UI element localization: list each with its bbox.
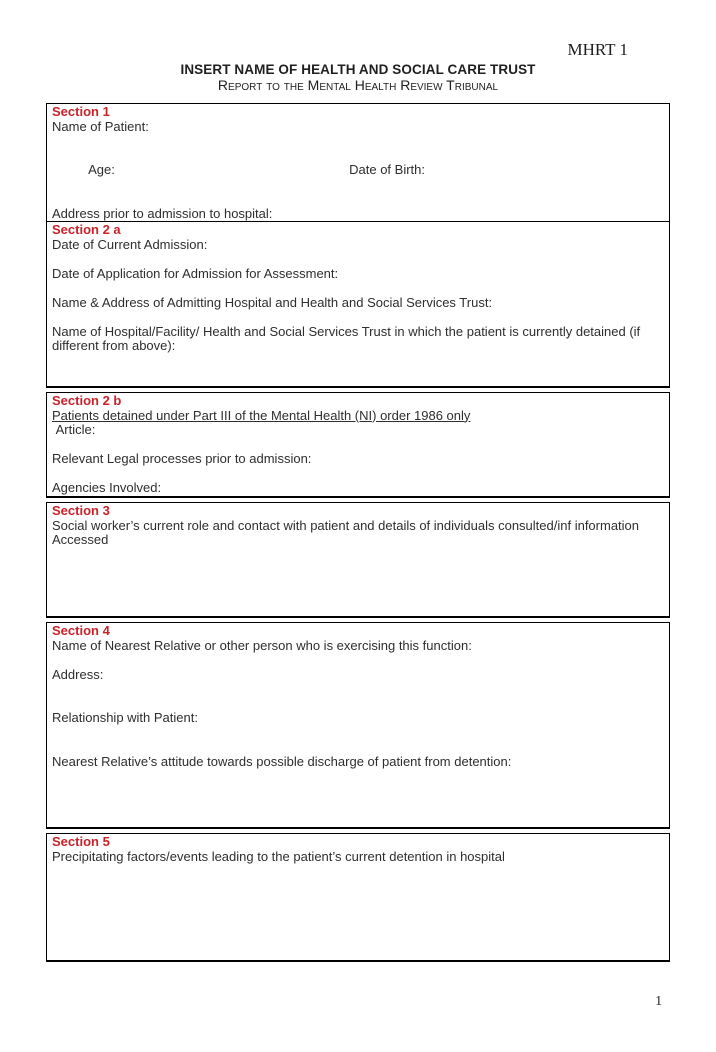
precipitating-factors-label: Precipitating factors/events leading to the patient’s current detention in hospital xyxy=(52,848,505,864)
blank-line xyxy=(52,726,663,741)
currently-detained-label: Name of Hospital/Facility/ Health and Social Services Trust in which the patient is currently detained (if different from above): xyxy=(52,323,644,353)
section-1-heading: Section 1 xyxy=(52,104,110,119)
part-iii-subheading: Patients detained under Part III of the Mental Health (NI) order 1986 only xyxy=(52,407,471,423)
section-3 xyxy=(47,503,669,616)
section-3-heading: Section 3 xyxy=(52,503,110,518)
blank-line xyxy=(52,438,663,453)
report-form xyxy=(46,103,670,962)
blank-line xyxy=(52,740,663,755)
admitting-hospital-label: Name & Address of Admitting Hospital and Health and Social Services Trust: xyxy=(52,294,493,310)
agencies-involved-label: Agencies Involved: xyxy=(52,480,162,495)
age-dob-row xyxy=(52,149,663,193)
section-1 xyxy=(47,104,669,222)
social-worker-role-label: Social worker’s current role and contact with patient and details of individuals consulted/inf information Accessed xyxy=(52,517,642,547)
blank-line xyxy=(52,467,663,482)
article-label: Article: xyxy=(52,422,96,437)
doc-title: INSERT NAME OF HEALTH AND SOCIAL CARE TRUST xyxy=(180,62,536,77)
blank-line xyxy=(52,192,663,207)
section-4-heading: Section 4 xyxy=(52,623,110,638)
section-2b xyxy=(47,393,669,496)
section-2b-heading: Section 2 b xyxy=(52,393,122,408)
blank-line xyxy=(52,281,663,296)
doc-subtitle: Report to the Mental Health Review Tribunal xyxy=(217,77,499,93)
date-of-birth-label: Date of Birth: xyxy=(349,162,425,177)
blank-line xyxy=(52,682,663,697)
relationship-label: Relationship with Patient: xyxy=(52,710,198,725)
date-current-admission-label: Date of Current Admission: xyxy=(52,236,208,252)
blank-line xyxy=(52,252,663,267)
attitude-label: Nearest Relative’s attitude towards possible discharge of patient from detention: xyxy=(52,753,512,769)
legal-processes-label: Relevant Legal processes prior to admission: xyxy=(52,451,312,466)
page-number: 1 xyxy=(655,993,662,1008)
section-5-box xyxy=(46,833,670,962)
blank-line xyxy=(52,697,663,712)
section-2a-heading: Section 2 a xyxy=(52,222,121,237)
name-of-patient-label: Name of Patient: xyxy=(52,118,149,134)
doc-code: MHRT 1 xyxy=(567,40,628,59)
section-3-box xyxy=(46,502,670,618)
section-2b-box xyxy=(46,392,670,498)
section-5-heading: Section 5 xyxy=(52,834,110,849)
section-5 xyxy=(47,834,669,960)
section-1-2a-box xyxy=(46,103,670,388)
age-label: Age: xyxy=(88,162,115,177)
section-4 xyxy=(47,623,669,827)
date-application-label: Date of Application for Admission for Assessment: xyxy=(52,265,339,281)
blank-line xyxy=(52,134,663,149)
blank-line xyxy=(52,653,663,668)
section-2a xyxy=(47,222,669,386)
document-page xyxy=(0,40,716,1052)
blank-line xyxy=(52,310,663,325)
nearest-relative-label: Name of Nearest Relative or other person who is exercising this function: xyxy=(52,637,472,653)
section-4-box xyxy=(46,622,670,829)
address-label: Address: xyxy=(52,666,104,682)
address-prior-label: Address prior to admission to hospital: xyxy=(52,205,273,221)
